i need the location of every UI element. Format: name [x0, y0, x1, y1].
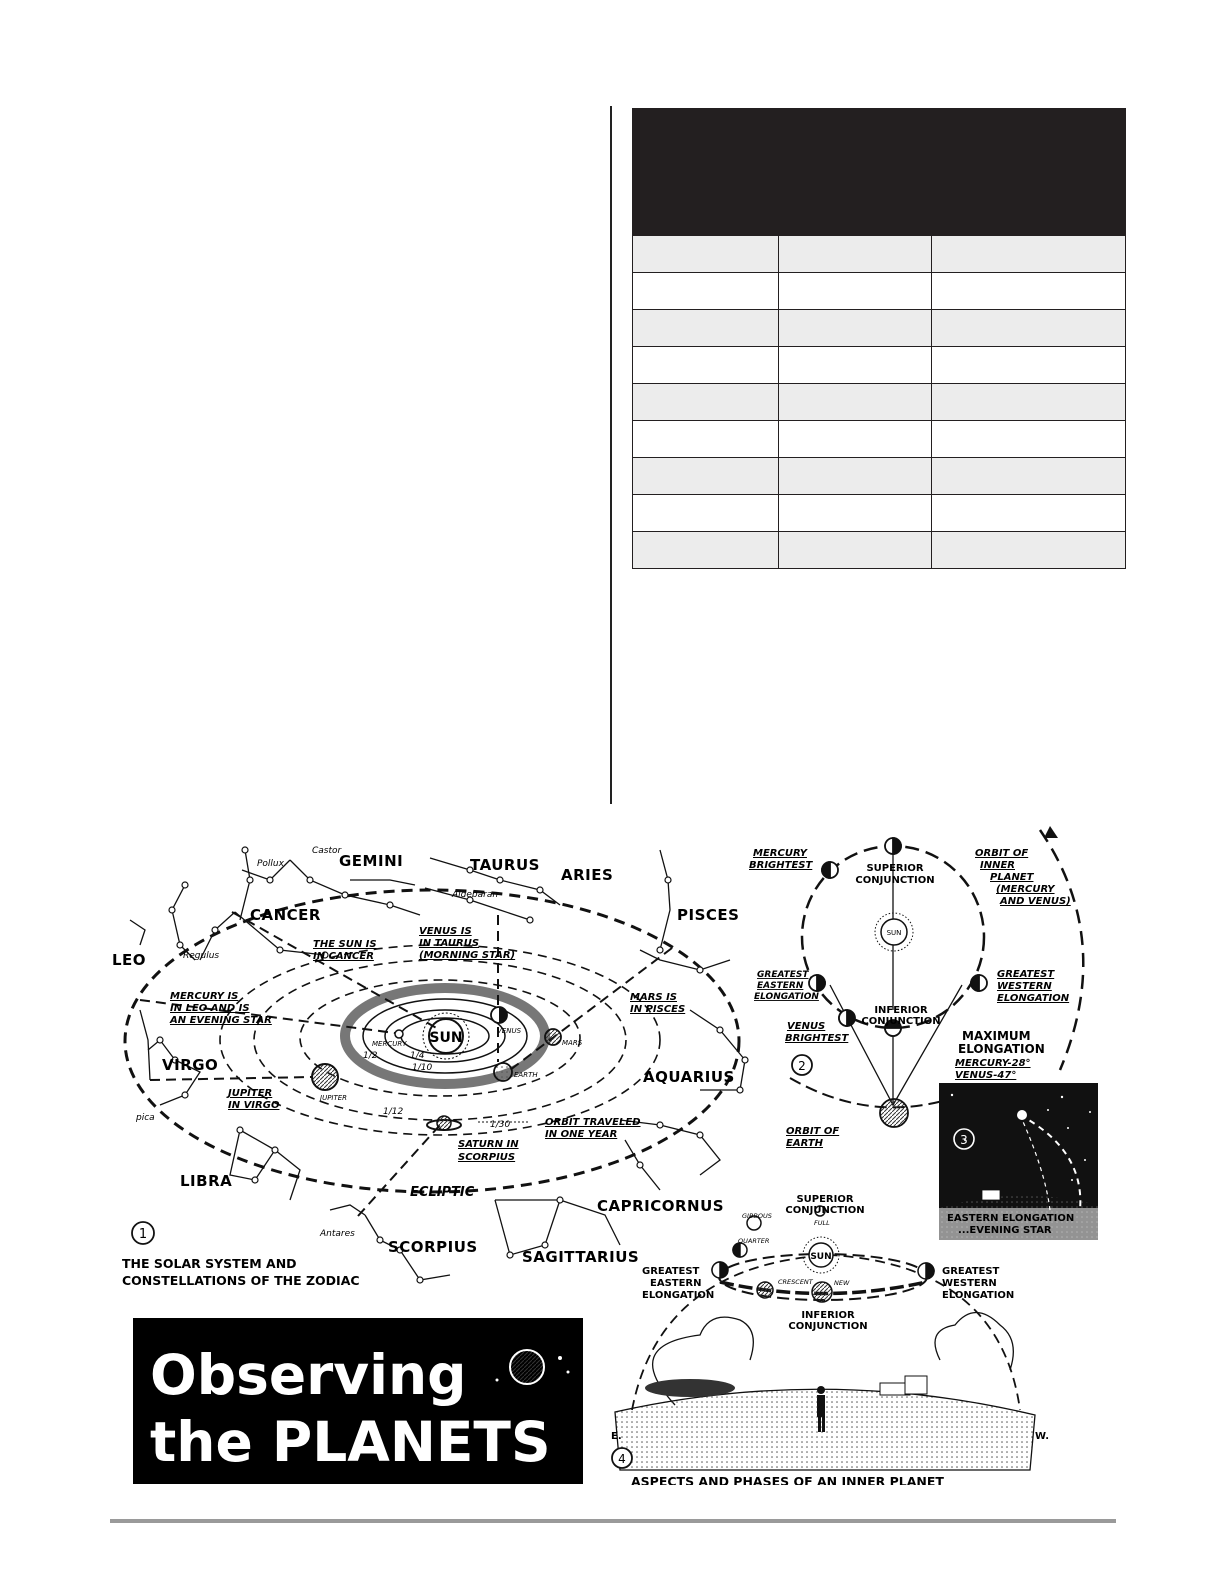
- planet-data-table: [632, 108, 1126, 569]
- constellation-aries: ARIES: [561, 866, 614, 884]
- mars-in-pisces-line2: IN PISCES: [630, 1004, 686, 1015]
- venus-brightest-line2: BRIGHTEST: [785, 1033, 849, 1044]
- fig4-superior-line2: CONJUNCTION: [785, 1205, 865, 1216]
- phase-new-label: NEW: [834, 1279, 850, 1287]
- fig2-gee-line2: EASTERN: [757, 981, 804, 991]
- fig2-gwe-line1: GREATEST: [997, 969, 1055, 980]
- sun-in-cancer-line1: THE SUN IS: [313, 939, 377, 950]
- table-cell: [633, 273, 779, 310]
- mars-in-pisces-line1: MARS IS: [630, 992, 677, 1003]
- table-cell: [779, 495, 932, 532]
- star-pollux: Pollux: [257, 859, 284, 869]
- fraction-tenth: 1/10: [412, 1063, 433, 1073]
- earth-icon: [880, 1099, 908, 1127]
- max-elong-line2: ELONGATION: [958, 1042, 1045, 1056]
- venus-label: VENUS: [497, 1027, 522, 1035]
- table-cell: [932, 532, 1126, 569]
- figure-4-caption: ASPECTS AND PHASES OF AN INNER PLANET: [631, 1474, 944, 1485]
- bottom-rule: [110, 1519, 1116, 1523]
- direction-east: E.: [611, 1431, 622, 1442]
- orbit-inner-line3: PLANET: [990, 872, 1034, 883]
- table-row: [633, 347, 1126, 384]
- fig2-gwe-line2: WESTERN: [997, 981, 1052, 992]
- star-castor: Castor: [312, 846, 342, 856]
- constellation-pisces: PISCES: [677, 906, 740, 924]
- fig4-gee-line3: ELONGATION: [642, 1290, 715, 1301]
- figure-1-number: 1: [138, 1227, 148, 1242]
- mercury-label: MERCURY: [372, 1040, 407, 1048]
- jupiter-icon: [312, 1064, 338, 1090]
- venus-brightest-line1: VENUS: [787, 1021, 826, 1032]
- phase-full-label: FULL: [814, 1219, 830, 1227]
- title-block: [133, 1318, 583, 1484]
- fig2-inferior-line2: CONJUNCTION: [861, 1016, 941, 1027]
- mars-icon: [545, 1029, 561, 1045]
- planet-icon: [510, 1350, 544, 1384]
- figure-1-caption-line1: THE SOLAR SYSTEM AND: [122, 1256, 297, 1271]
- table-cell: [633, 347, 779, 384]
- table-header-cell: [779, 109, 932, 236]
- fig4-inferior-line2: CONJUNCTION: [788, 1321, 868, 1332]
- table-row: [633, 273, 1126, 310]
- fig4-inferior-line1: INFERIOR: [801, 1310, 855, 1321]
- constellation-cancer: CANCER: [250, 906, 321, 924]
- mercury-brightest-line2: BRIGHTEST: [749, 860, 813, 871]
- constellation-libra: LIBRA: [180, 1172, 233, 1190]
- mercury-in-leo-line2: IN LEO AND IS: [170, 1003, 250, 1014]
- star-antares: Antares: [320, 1229, 355, 1239]
- constellation-capricornus: CAPRICORNUS: [597, 1197, 725, 1215]
- table-row: [633, 532, 1126, 569]
- table-cell: [633, 495, 779, 532]
- phase-crescent-label: CRESCENT: [778, 1278, 813, 1286]
- fig2-gwe-line3: ELONGATION: [997, 993, 1070, 1004]
- table-cell: [633, 532, 779, 569]
- sun-label: SUN: [429, 1030, 463, 1046]
- constellation-lines: [130, 850, 745, 1280]
- fig4-gwe-line2: WESTERN: [942, 1278, 997, 1289]
- table-cell: [932, 347, 1126, 384]
- fig4-gwe-line1: GREATEST: [942, 1266, 1000, 1277]
- constellation-aquarius: AQUARIUS: [643, 1068, 735, 1086]
- orbit-earth-line1: ORBIT OF: [786, 1126, 840, 1137]
- mercury-in-leo-line1: MERCURY IS: [170, 991, 239, 1002]
- constellation-leo: LEO: [112, 951, 147, 969]
- mercury-in-leo-line3: AN EVENING STAR: [170, 1015, 272, 1026]
- table-row: [633, 310, 1126, 347]
- phase-gibbous-label: GIBBOUS: [742, 1212, 772, 1220]
- figure-3-number: 3: [960, 1133, 968, 1147]
- ecliptic-label: ECLIPTIC: [410, 1185, 475, 1200]
- planets-illustration: [0, 820, 1225, 1485]
- constellation-stars: [157, 847, 748, 1283]
- fig2-superior-line1: SUPERIOR: [866, 863, 924, 874]
- table-cell: [779, 310, 932, 347]
- orbit-inner-line1: ORBIT OF: [975, 848, 1029, 859]
- orbit-earth-line2: EARTH: [786, 1138, 824, 1149]
- table-cell: [779, 347, 932, 384]
- fraction-thirtieth: 1/30: [490, 1120, 511, 1130]
- fig4-gee-line2: EASTERN: [650, 1278, 702, 1289]
- figure-1-solar-system: [112, 846, 748, 1288]
- constellation-gemini: GEMINI: [339, 852, 404, 870]
- fig4-sun-label: SUN: [810, 1252, 832, 1262]
- fraction-half: 1/2: [363, 1051, 378, 1061]
- table-row: [633, 458, 1126, 495]
- star-aldebaran: Aldebaran: [452, 890, 499, 900]
- fig4-superior-line1: SUPERIOR: [796, 1194, 854, 1205]
- table-cell: [932, 236, 1126, 273]
- table-cell: [779, 384, 932, 421]
- figure-3-caption-line2: ...EVENING STAR: [958, 1225, 1052, 1236]
- table-cell: [779, 458, 932, 495]
- venus-in-taurus-line2: IN TAURUS: [419, 938, 480, 949]
- jupiter-in-virgo-line1: JUPITER: [228, 1088, 273, 1099]
- constellation-taurus: TAURUS: [470, 856, 540, 874]
- table-row: [633, 236, 1126, 273]
- fig4-gee-line1: GREATEST: [642, 1266, 700, 1277]
- table-cell: [633, 236, 779, 273]
- table-cell: [633, 458, 779, 495]
- table-cell: [932, 495, 1126, 532]
- table-cell: [779, 421, 932, 458]
- earth-icon: [494, 1063, 512, 1081]
- star-spica: pica: [136, 1113, 155, 1123]
- table-cell: [779, 273, 932, 310]
- saturn-in-scorpius-line2: SCORPIUS: [458, 1152, 516, 1163]
- title-line2: the PLANETS: [150, 1410, 551, 1474]
- table-cell: [932, 384, 1126, 421]
- fig2-gee-line3: ELONGATION: [754, 992, 819, 1002]
- sun-icon: [423, 1013, 469, 1059]
- mars-label: MARS: [562, 1039, 583, 1047]
- jupiter-label: JUPITER: [320, 1094, 348, 1102]
- sun-in-cancer-line2: IN CANCER: [313, 951, 374, 962]
- saturn-in-scorpius-line1: SATURN IN: [458, 1139, 519, 1150]
- fraction-twelfth: 1/12: [383, 1107, 404, 1117]
- table-cell: [633, 421, 779, 458]
- max-elong-line1: MAXIMUM: [962, 1029, 1031, 1043]
- figure-4-number: 4: [618, 1452, 626, 1466]
- max-elong-line3: MERCURY-28°: [955, 1058, 1031, 1069]
- sun-icon: [803, 1237, 839, 1273]
- fig4-gwe-line3: ELONGATION: [942, 1290, 1015, 1301]
- mercury-icon: [395, 1030, 403, 1038]
- table-cell: [779, 236, 932, 273]
- fig2-gee-line1: GREATEST: [757, 970, 809, 980]
- column-divider: [610, 106, 612, 804]
- orbit-inner-line5: AND VENUS): [1000, 896, 1071, 907]
- evening-star-icon: [1017, 1110, 1027, 1120]
- figure-3-evening-sky: [939, 1083, 1098, 1240]
- figure-1-caption-line2: CONSTELLATIONS OF THE ZODIAC: [122, 1273, 360, 1288]
- table-cell: [932, 310, 1126, 347]
- figure-3-caption-line1: EASTERN ELONGATION: [947, 1213, 1075, 1224]
- constellation-virgo: VIRGO: [162, 1056, 219, 1074]
- venus-in-taurus-line3: (MORNING STAR): [419, 950, 516, 961]
- fig2-superior-line2: CONJUNCTION: [855, 875, 935, 886]
- jupiter-in-virgo-line2: IN VIRGO: [228, 1100, 280, 1111]
- table-cell: [932, 458, 1126, 495]
- orbit-inner-line2: INNER: [980, 860, 1015, 871]
- orbit-traveled-line2: IN ONE YEAR: [545, 1129, 618, 1140]
- fig2-inferior-line1: INFERIOR: [874, 1005, 928, 1016]
- earth-label: EARTH: [514, 1071, 538, 1079]
- phase-quarter-label: QUARTER: [738, 1237, 770, 1245]
- table-header-cell: [932, 109, 1126, 236]
- table-cell: [633, 310, 779, 347]
- star-regulus: Regulus: [183, 951, 220, 961]
- table-header-row: [633, 109, 1126, 236]
- table-cell: [779, 532, 932, 569]
- max-elong-line4: VENUS-47°: [955, 1070, 1017, 1081]
- table-row: [633, 421, 1126, 458]
- sun-icon: [875, 913, 913, 951]
- fig2-sun-label: SUN: [886, 929, 902, 937]
- table-cell: [633, 384, 779, 421]
- table-cell: [932, 421, 1126, 458]
- saturn-icon: [427, 1116, 461, 1130]
- table-row: [633, 384, 1126, 421]
- table-header-cell: [633, 109, 779, 236]
- orbit-inner-line4: (MERCURY: [996, 884, 1055, 895]
- venus-in-taurus-line1: VENUS IS: [419, 926, 472, 937]
- table-cell: [932, 273, 1126, 310]
- orbit-traveled-line1: ORBIT TRAVELED: [545, 1117, 641, 1128]
- figure-2-number: 2: [798, 1059, 806, 1073]
- mercury-brightest-line1: MERCURY: [753, 848, 807, 859]
- fraction-quarter: 1/4: [410, 1051, 425, 1061]
- title-line1: Observing: [150, 1343, 467, 1407]
- direction-west: W.: [1035, 1431, 1050, 1442]
- constellation-sagittarius: SAGITTARIUS: [522, 1248, 640, 1266]
- constellation-scorpius: SCORPIUS: [388, 1238, 478, 1256]
- table-row: [633, 495, 1126, 532]
